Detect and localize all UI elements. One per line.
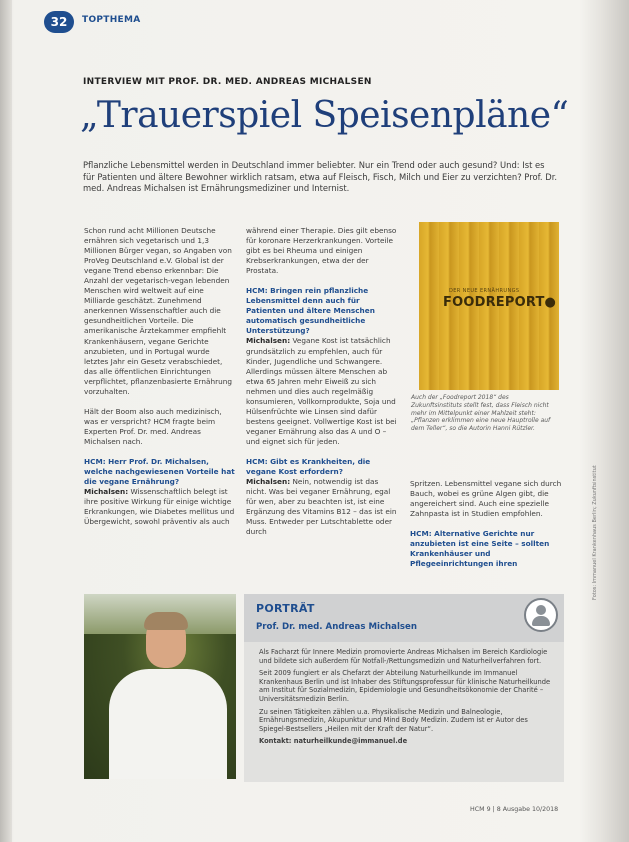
answer-text: Vegane Kost ist tatsächlich grundsätzlich zu empfehlen, auch für Kinder, Jugendliche und Schwangere. Allerdings müssen ältere Menschen ab etwa 65 Jahren mehr Eiweiß zu sich nehmen und dies auch regelmäßig konsumieren, Vollkornprodukte, Soja und Hülsenfrüchte wie Linsen sind dafür bestens geeignet. Vollwertige Kost ist bei veganer Ernährung also das A und O – und eignet sich für jeden. (246, 336, 397, 446)
portrait-name: Prof. Dr. med. Andreas Michalsen (256, 622, 417, 632)
interview-question: HCM: Gibt es Krankheiten, die vegane Kost erfordern? (246, 456, 371, 477)
article-kicker: INTERVIEW MIT PROF. DR. MED. ANDREAS MICHALSEN (83, 77, 372, 87)
portrait-paragraph: Zu seinen Tätigkeiten zählen u.a. Physikalische Medizin und Balneologie, Ernährungsmedizin, Akupunktur und Mind Body Medizin. Zudem ist er Autor des Spiegel-Bestsellers „Heilen mit der Kraft der Natur“. (259, 707, 528, 733)
portrait-label: PORTRÄT (256, 602, 315, 615)
portrait-photo (84, 594, 236, 779)
interview-question: HCM: Herr Prof. Dr. Michalsen, welche nachgewiesenen Vorteile hat die vegane Ernährung? (84, 456, 235, 487)
portrait-contact: Kontakt: naturheilkunde@immanuel.de (259, 737, 408, 746)
interview-answer (246, 336, 398, 447)
article-column-1 (84, 226, 236, 537)
person-icon (524, 598, 558, 632)
portrait-paragraph: Als Facharzt für Innere Medizin promovierte Andreas Michalsen im Bereich Kardiologie und bildete sich außerdem für Notfall-/Rettungsmedizin und Naturheilverfahren fort. (259, 648, 548, 665)
page-footer: HCM 9 | 8 Ausgabe 10/2018 (470, 806, 559, 813)
answer-speaker: Michalsen: (246, 336, 291, 346)
interview-question: HCM: Bringen rein pflanzliche Lebensmittel denn auch für Patienten und ältere Menschen automatisch gesundheitliche Unterstützung? (246, 286, 375, 336)
answer-text: Nein, notwendig ist das nicht. Was bei veganer Ernährung, egal für wen, aber zu beachten ist, ist eine Ergänzung des Vitamins B12 – das ist ein Muss. Entweder per Lutschtablette oder durch (246, 477, 397, 537)
article-column-2 (246, 226, 398, 547)
interview-question: HCM: Alternative Gerichte nur anzubieten ist eine Seite – sollten Krankenhäuser und Pflegeeinrichtungen ihren (410, 529, 550, 569)
portrait-paragraph: Seit 2009 fungiert er als Chefarzt der Abteilung Naturheilkunde im Immanuel Krankenhaus Berlin und ist Inhaber des Stiftungsprofessur für klinische Naturheilkunde am Institut für Sozialmedizin, Epidemiologie und Gesundheitsökonomie der Charité – Universitätsmedizin Berlin. (259, 669, 551, 703)
photo-hair (144, 612, 188, 630)
portrait-body (259, 648, 557, 750)
interview-answer (84, 487, 236, 527)
article-column-3 (410, 479, 562, 579)
page-fold-shadow (0, 0, 12, 842)
answer-text: Wissenschaftlich belegt ist ihre positive Wirkung für einige wichtige Erkrankungen, wie Diabetes mellitus und Übergewicht, sowohl präventiv als auch (84, 487, 235, 527)
intro-paragraph: Hält der Boom also auch medizinisch, was er verspricht? HCM fragte beim Experten Prof. Dr. med. Andreas Michalsen nach. (84, 406, 222, 446)
portrait-box (244, 594, 564, 782)
cover-subtitle: DER NEUE ERNÄHRUNGS (449, 288, 520, 294)
article-lede: Pflanzliche Lebensmittel werden in Deutschland immer beliebter. Nur ein Trend oder auch gesund? Und: Ist es für Patienten und ältere Bewohner wirklich ratsam, etwa auf Fleisch, Fisch, Milch und Eier zu verzichten? Prof. Dr. med. Andreas Michalsen ist Ernährungsmediziner und Internist. (83, 160, 558, 194)
answer-continuation: Spritzen. Lebensmittel vegane sich durch Bauch, wobei es grüne Algen gibt, die angereichert sind. Auch eine spezielle Zahnpasta ist in Studien empfohlen. (410, 479, 562, 519)
photo-white-coat (109, 669, 227, 779)
photo-credit: Fotos: Immanuel Krankenhaus Berlin; Zukunftsinstitut (592, 465, 598, 600)
section-label: TOPTHEMA (82, 15, 141, 25)
interview-answer (246, 477, 398, 537)
cover-title: FOODREPORT● (443, 295, 557, 310)
article-headline: „Trauerspiel Speisenpläne“ (80, 95, 569, 136)
intro-paragraph: Schon rund acht Millionen Deutsche ernähren sich vegetarisch und 1,3 Millionen Bürger vegan, so Angaben von ProVeg Deutschland e.V. Global ist der vegane Trend ebenso erkennbar: Die Anzahl der vegetarisch-vegan lebenden Menschen wird weltweit auf eine Milliarde geschätzt. Zunehmend anerkennen Wissenschaftler auch die gesundheitlichen Vorteile. Die amerikanische Ärztekammer empfiehlt Krankenhäusern, vegane Gerichte anzubieten, und in Portugal wurde letztes Jahr ein Gesetz verabschiedet, das alle öffentlichen Einrichtungen verpflichtet, pflanzenbasierte Ernährung vorzuhalten. (84, 226, 232, 396)
image-caption: Auch der „Foodreport 2018“ des Zukunftsinstituts stellt fest, dass Fleisch nicht mehr im Mittelpunkt einer Mahlzeit steht: „Pflanzen erklimmen eine neue Hauptrolle auf dem Teller“, so die Autorin Hanni Rützler. (411, 394, 551, 433)
page-number-badge: 32 (44, 11, 74, 33)
answer-speaker: Michalsen: (246, 477, 291, 487)
answer-speaker: Michalsen: (84, 487, 129, 497)
foodreport-cover-image (419, 222, 559, 390)
answer-continuation: während einer Therapie. Dies gilt ebenso für koronare Herzerkrankungen. Vorteile gibt es bei Rheuma und einigen Krebserkrankungen, etwa der der Prostata. (246, 226, 397, 276)
